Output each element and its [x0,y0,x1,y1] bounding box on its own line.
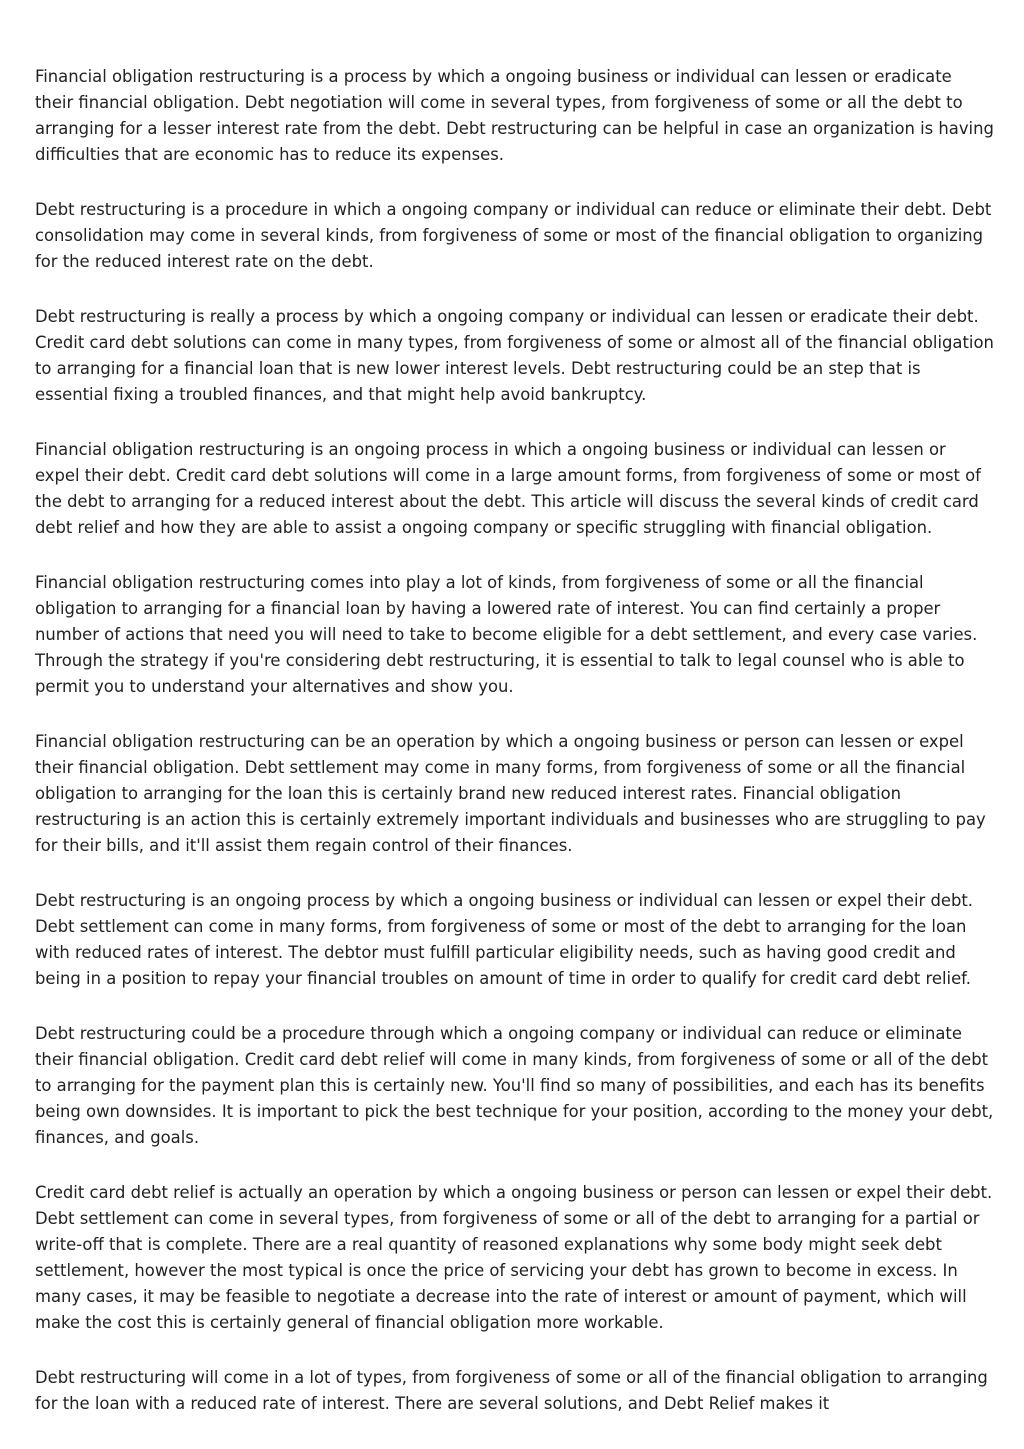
paragraph-6: Financial obligation restructuring can be an operation by which a ongoing business or person can lessen or expel their financial obligation. Debt settlement may come in many forms, from forgiveness of some or all the financial obligation to arranging for the loan this is certainly brand new reduced interest rates. Financial obligation restructuring is an action this is certainly extremely important individuals and businesses who are struggling to pay for their bills, and it'll assist them regain control of their finances. [35,732,986,855]
paragraph-3: Debt restructuring is really a process by which a ongoing company or individual can lessen or eradicate their debt. Credit card debt solutions can come in many types, from forgiveness of some or almost all of the financial obligation to arranging for a financial loan that is new lower interest levels. Debt restructuring could be an step that is essential fixing a troubled finances, and that might help avoid bankruptcy. [35,307,994,404]
paragraph-2: Debt restructuring is a procedure in which a ongoing company or individual can reduce or eliminate their debt. Debt consolidation may come in several kinds, from forgiveness of some or most of the financial obligation to organizing for the reduced interest rate on the debt. [35,200,992,271]
paragraph-10: Debt restructuring will come in a lot of types, from forgiveness of some or all of the financial obligation to arranging for the loan with a reduced rate of interest. There are several solutions, and Debt Relief makes it [35,1368,988,1413]
paragraph-7: Debt restructuring is an ongoing process by which a ongoing business or individual can lessen or expel their debt. Debt settlement can come in many forms, from forgiveness of some or most of the debt to arranging for the loan with reduced rates of interest. The debtor must fulfill particular eligibility needs, such as having good credit and being in a position to repay your financial troubles on amount of time in order to qualify for credit card debt relief. [35,891,973,988]
paragraph-5: Financial obligation restructuring comes into play a lot of kinds, from forgiveness of some or all the financial obligation to arranging for a financial loan by having a lowered rate of interest. You can find certainly a proper number of actions that need you will need to take to become eligible for a debt settlement, and every case varies. Through the strategy if you're considering debt restructuring, it is essential to talk to legal counsel who is able to permit you to understand your alternatives and show you. [35,573,978,696]
paragraph-1: Financial obligation restructuring is a process by which a ongoing business or individual can lessen or eradicate their financial obligation. Debt negotiation will come in several types, from forgiveness of some or all the debt to arranging for a lesser interest rate from the debt. Debt restructuring can be helpful in case an organization is having difficulties that are economic has to reduce its expenses. [35,67,994,164]
paragraph-8: Debt restructuring could be a procedure through which a ongoing company or individual can reduce or eliminate their financial obligation. Credit card debt relief will come in many kinds, from forgiveness of some or all of the debt to arranging for the payment plan this is certainly new. You'll find so many of possibilities, and each has its benefits being own downsides. It is important to pick the best technique for your position, according to the money your debt, finances, and goals. [35,1024,994,1147]
paragraph-9: Credit card debt relief is actually an operation by which a ongoing business or person can lessen or expel their debt. Debt settlement can come in several types, from forgiveness of some or all of the debt to arranging for a partial or write-off that is complete. There are a real quantity of reasoned explanations why some body might seek debt settlement, however the most typical is once the price of servicing your debt has grown to become in excess. In many cases, it may be feasible to negotiate a decrease into the rate of interest or amount of payment, which will make the cost this is certainly general of financial obligation more workable. [35,1183,993,1332]
document-body [35,64,995,1417]
paragraph-4: Financial obligation restructuring is an ongoing process in which a ongoing business or individual can lessen or expel their debt. Credit card debt solutions will come in a large amount forms, from forgiveness of some or most of the debt to arranging for a reduced interest about the debt. This article will discuss the several kinds of credit card debt relief and how they are able to assist a ongoing company or specific struggling with financial obligation. [35,440,981,537]
